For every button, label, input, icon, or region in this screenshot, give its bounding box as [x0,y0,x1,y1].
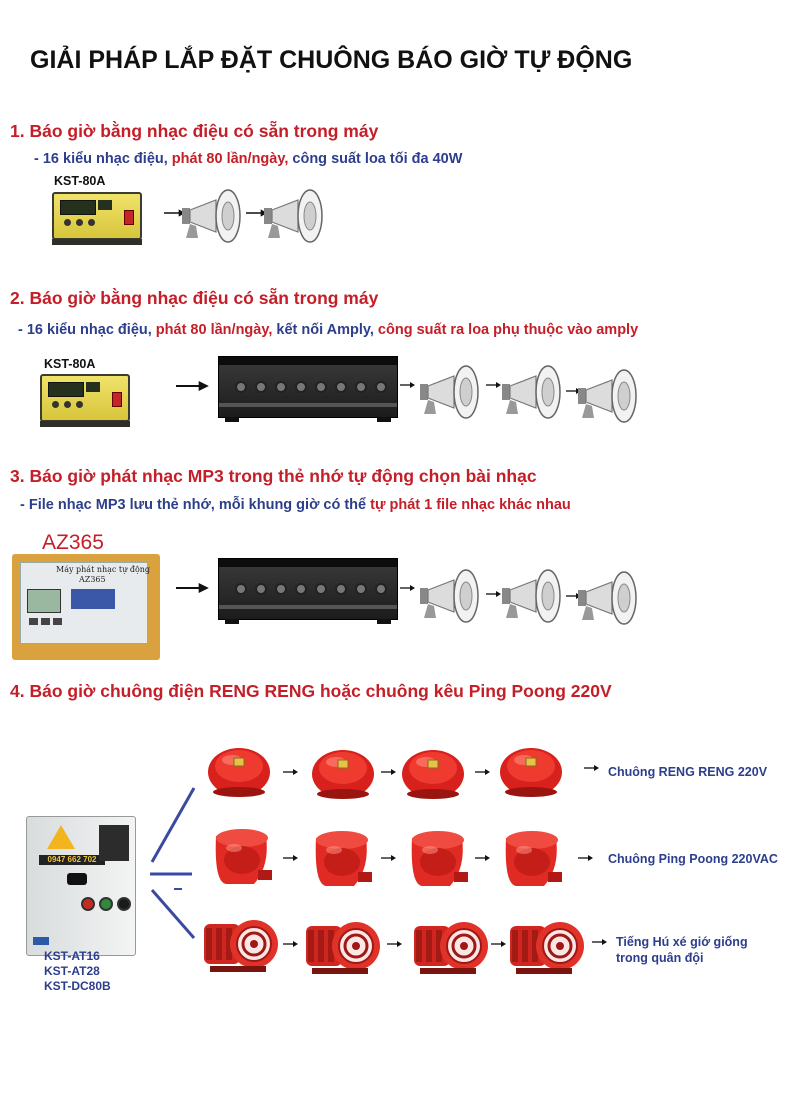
section-2-desc-part-a: - 16 kiểu nhạc điệu, [18,322,152,338]
control-box-image [26,816,136,956]
electric-bell-icon [498,742,564,800]
siren-icon [302,912,384,980]
control-box-model: KST-AT28 [44,964,100,978]
section-3-desc-part-a: - File nhạc MP3 lưu thẻ nhớ, [20,497,215,513]
connector-line-top [152,788,194,862]
amplifier-image [218,558,398,620]
ping-pong-bell-icon [206,826,276,888]
section-4-heading: 4. Báo giờ chuông điện RENG RENG hoặc chuông kêu Ping Poong 220V [10,681,612,701]
arrow-right-icon [592,937,608,947]
az365-device-image [12,554,160,660]
electric-bell-icon [400,744,466,802]
section-1-desc-part-c: công suất loa tối đa 40W [288,151,463,167]
arrow-right-icon [176,582,210,594]
control-box-phone: 0947 662 702 [39,855,105,865]
horn-speaker-icon [496,362,566,422]
arrow-right-icon [283,767,299,777]
kst-80a-device-image [52,192,142,240]
page-title: GIẢI PHÁP LẮP ĐẶT CHUÔNG BÁO GIỜ TỰ ĐỘNG [30,46,633,74]
ping-pong-bell-icon [496,828,566,890]
arrow-right-icon [491,939,507,949]
amplifier-image [218,356,398,418]
arrow-right-icon [283,939,299,949]
horn-speaker-icon [414,362,484,422]
siren-icon [200,910,282,978]
warning-icon [47,825,75,849]
arrow-right-icon [475,853,491,863]
siren-icon [410,912,492,980]
siren-icon [506,912,588,980]
arrow-right-icon [381,767,397,777]
section-1-desc-part-b: phát 80 lần/ngày, [167,151,289,167]
horn-speaker-icon [572,366,642,426]
wiring-connectors [146,780,202,942]
horn-speaker-icon [414,566,484,626]
horn-speaker-icon [496,566,566,626]
connector-line-bottom [152,890,194,938]
section-1-device-label: KST-80A [54,174,106,188]
ping-poong-bell-label: Chuông Ping Poong 220VAC [608,852,778,866]
ping-pong-bell-icon [402,828,472,890]
arrow-right-icon [475,767,491,777]
arrow-right-icon [283,853,299,863]
section-2-device-label: KST-80A [44,357,96,371]
arrow-right-icon [578,853,594,863]
section-1-description [34,151,462,167]
section-3-heading: 3. Báo giờ phát nhạc MP3 trong thẻ nhớ tự động chọn bài nhạc [10,466,537,486]
arrow-right-icon [584,763,600,773]
section-1-heading: 1. Báo giờ bằng nhạc điệu có sẵn trong máy [10,121,379,141]
section-2-desc-part-c: kết nối Amply, [272,322,374,338]
az365-panel-model: AZ365 [79,575,106,584]
section-2-description [18,322,638,338]
siren-label [616,934,748,966]
control-box-model: KST-AT16 [44,949,100,963]
az365-panel-title: Máy phát nhạc tự động [56,565,151,574]
section-1-desc-part-a: - 16 kiểu nhạc điệu, [34,151,168,167]
section-3-desc-part-b: mỗi khung giờ có thể [214,497,367,513]
control-box-model: KST-DC80B [44,979,111,993]
horn-speaker-icon [258,186,328,246]
horn-speaker-icon [572,568,642,628]
section-3-description [20,497,571,513]
arrow-right-icon [387,939,403,949]
section-2-desc-part-b: phát 80 lần/ngày, [151,322,273,338]
siren-label-line-1: Tiếng Hú xé giớ giống [616,935,748,949]
electric-bell-icon [310,744,376,802]
kst-80a-device-image [40,374,130,422]
section-3-desc-part-c: tự phát 1 file nhạc khác nhau [366,497,571,513]
arrow-right-icon [381,853,397,863]
section-3-device-label: AZ365 [42,531,104,554]
ping-pong-bell-icon [306,828,376,890]
section-2-heading: 2. Báo giờ bằng nhạc điệu có sẵn trong máy [10,288,379,308]
siren-label-line-2: trong quân đội [616,951,704,965]
arrow-right-icon [176,380,210,392]
horn-speaker-icon [176,186,246,246]
control-box-models [44,949,111,994]
electric-bell-icon [206,742,272,800]
section-2-desc-part-d: công suất ra loa phụ thuộc vào amply [373,322,639,338]
reng-reng-bell-label: Chuông RENG RENG 220V [608,765,768,779]
